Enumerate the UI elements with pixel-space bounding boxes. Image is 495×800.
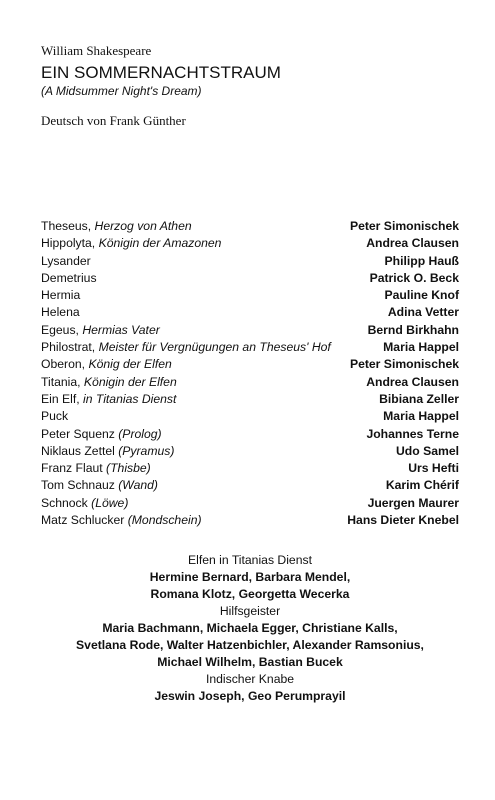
role-description: (Wand)	[118, 478, 158, 493]
cast-row	[41, 357, 459, 374]
role-plain: Tom Schnauz	[41, 478, 119, 493]
role-name	[41, 427, 162, 441]
actor-name: Udo Samel	[396, 443, 459, 458]
cast-row	[41, 219, 459, 236]
role-description: (Mondschein)	[127, 513, 202, 528]
actor-name: Philipp Hauß	[384, 253, 459, 268]
ensemble-names: Maria Bachmann, Michaela Egger, Christiane Kalls,	[102, 621, 398, 635]
actor-name: Karim Chérif	[385, 478, 459, 493]
ensemble-names: Svetlana Rode, Walter Hatzenbichler, Alexander Ramsonius,	[76, 638, 424, 652]
actor-name: Maria Happel	[383, 340, 459, 355]
ensemble-names: Michael Wilhelm, Bastian Bucek	[157, 655, 343, 669]
actor-name: Hans Dieter Knebel	[347, 513, 459, 528]
role-plain: Lysander	[41, 253, 91, 268]
role-description: (Prolog)	[118, 426, 162, 441]
cast-row	[41, 340, 459, 357]
author: William Shakespeare	[41, 43, 152, 58]
role-name	[41, 340, 331, 354]
cast-row	[41, 409, 459, 426]
role-plain: Niklaus Zettel	[41, 443, 119, 458]
role-plain: Oberon,	[41, 357, 89, 372]
cast-row	[41, 496, 459, 513]
ensemble-heading: Hilfsgeister	[219, 604, 281, 618]
cast-row	[41, 513, 459, 530]
role-plain: Puck	[41, 409, 69, 424]
role-plain: Ein Elf,	[41, 391, 83, 406]
role-description: König der Elfen	[88, 357, 172, 372]
role-name	[41, 375, 177, 389]
role-plain: Philostrat,	[41, 340, 99, 355]
cast-row	[41, 478, 459, 495]
actor-name: Pauline Knof	[384, 288, 459, 303]
ensemble-names: Jeswin Joseph, Geo Perumprayil	[154, 689, 346, 703]
ensemble-heading: Elfen in Titanias Dienst	[188, 553, 312, 567]
role-name	[41, 461, 151, 475]
actor-name: Bibiana Zeller	[379, 391, 459, 406]
cast-row	[41, 375, 459, 392]
play-subtitle: (A Midsummer Night's Dream)	[41, 84, 202, 98]
actor-name: Adina Vetter	[387, 305, 459, 320]
cast-row	[41, 392, 459, 409]
role-name	[41, 444, 174, 458]
role-plain: Peter Squenz	[41, 426, 119, 441]
actor-name: Maria Happel	[383, 409, 459, 424]
role-plain: Schnock	[41, 495, 92, 510]
role-description: in Titanias Dienst	[83, 391, 177, 406]
cast-row	[41, 461, 459, 478]
role-description: (Thisbe)	[106, 461, 151, 476]
role-name	[41, 409, 68, 423]
role-description: Hermias Vater	[82, 322, 160, 337]
role-plain: Titania,	[41, 374, 84, 389]
role-name	[41, 496, 128, 510]
actor-name: Andrea Clausen	[366, 236, 459, 251]
ensemble-names: Hermine Bernard, Barbara Mendel,	[149, 570, 351, 584]
actor-name: Urs Hefti	[408, 461, 459, 476]
role-name	[41, 357, 172, 371]
role-plain: Hermia	[41, 288, 81, 303]
translator-credit: Deutsch von Frank Günther	[41, 113, 186, 128]
cast-list	[41, 219, 459, 530]
role-name	[41, 254, 91, 268]
actor-name: Johannes Terne	[366, 426, 459, 441]
actor-name: Peter Simonischek	[349, 357, 459, 372]
cast-row	[41, 444, 459, 461]
role-plain: Egeus,	[41, 322, 83, 337]
ensemble-list	[41, 552, 459, 705]
cast-row	[41, 288, 459, 305]
play-title: EIN SOMMERNACHTSTRAUM	[41, 63, 281, 82]
role-plain: Helena	[41, 305, 80, 320]
cast-row	[41, 427, 459, 444]
actor-name: Patrick O. Beck	[369, 270, 459, 285]
actor-name: Peter Simonischek	[349, 219, 459, 233]
actor-name: Andrea Clausen	[366, 374, 459, 389]
role-name	[41, 219, 192, 233]
role-name	[41, 323, 160, 337]
actor-name: Juergen Maurer	[367, 495, 459, 510]
cast-row	[41, 271, 459, 288]
cast-row	[41, 254, 459, 271]
role-description: Königin der Elfen	[83, 374, 177, 389]
role-name	[41, 513, 202, 527]
role-plain: Demetrius	[41, 270, 97, 285]
ensemble-names: Romana Klotz, Georgetta Wecerka	[150, 587, 350, 601]
role-description: (Löwe)	[91, 495, 129, 510]
role-name	[41, 288, 80, 302]
role-plain: Theseus,	[41, 219, 95, 233]
role-name	[41, 236, 221, 250]
ensemble-heading: Indischer Knabe	[205, 672, 295, 686]
role-name	[41, 478, 158, 492]
role-name	[41, 392, 176, 406]
actor-name: Bernd Birkhahn	[367, 322, 459, 337]
role-description: Königin der Amazonen	[98, 236, 222, 251]
cast-row	[41, 236, 459, 253]
role-description: Meister für Vergnügungen an Theseus' Hof	[98, 340, 331, 355]
role-name	[41, 305, 80, 319]
cast-row	[41, 323, 459, 340]
cast-row	[41, 305, 459, 322]
role-plain: Franz Flaut	[41, 461, 107, 476]
role-plain: Matz Schlucker	[41, 513, 128, 528]
role-name	[41, 271, 97, 285]
role-description: Herzog von Athen	[94, 219, 192, 233]
program-header	[41, 42, 281, 129]
role-description: (Pyramus)	[118, 443, 175, 458]
role-plain: Hippolyta,	[41, 236, 99, 251]
